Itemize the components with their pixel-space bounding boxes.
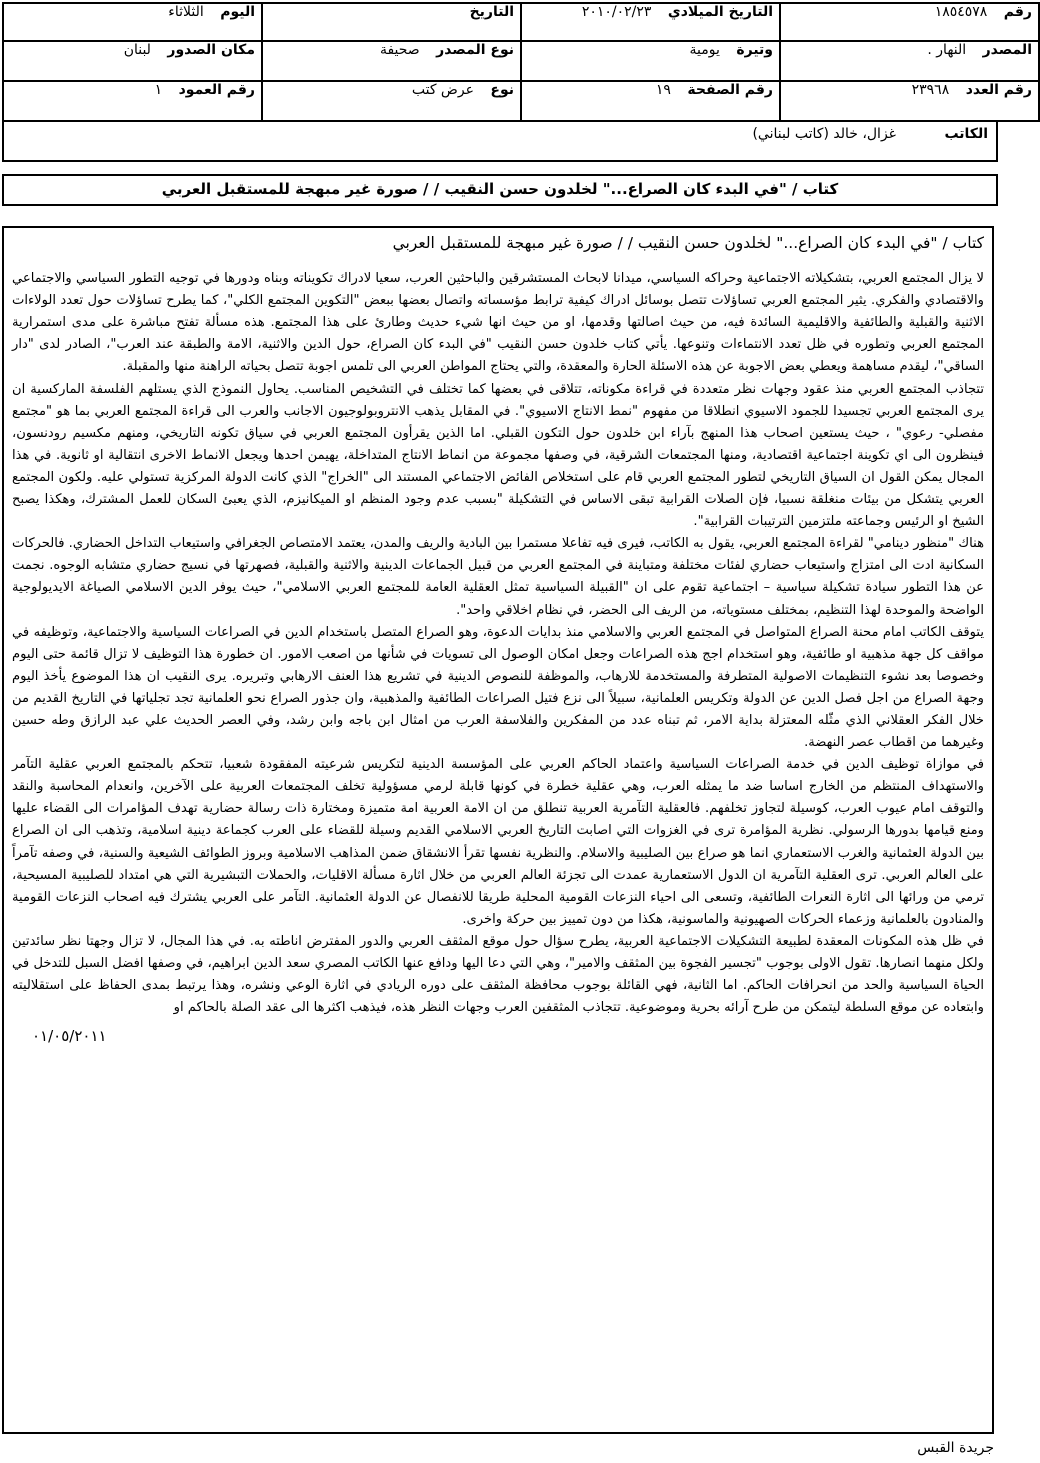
- meta-date: التاريخ: [262, 3, 521, 41]
- paragraph: في ظل هذه المكونات المعقدة لطبيعة التشكيلات الاجتماعية العربية، يطرح سؤال حول موقع المثقف العربي والدور المفترض اناطته به. في هذا المجال، لا تزال وجهتا نظر سائدتين ولكل منهما انصارها. تقول الاولى بوجوب "تجسير الفجوة بين المثقف والامير"، وهي التي دعا اليها ودافع عنها الكاتب المصري سعد الدين ابراهيم، في وصفها افضل السبل للتدخل في الحياة السياسية والحد من انحرافات الحاكم. اما الثانية، فهي القائلة بوجوب محافظة المثقف على دوره الريادي في اثارة الوعي ونشره، وهذا يرتبط بمدى الحفاظ على استقلاليته وابتعاده عن موقع السلطة ليتمكن من طرح آرائه بحرية وموضوعية. تتجاذب المثقفين العرب وجهات النظر هذه، فيذهب اكثرها الى عقد الصلة بالحاكم او: [12, 933, 984, 1016]
- meta-column: رقم العمود ١: [3, 81, 262, 121]
- meta-frequency: وتيرة يومية: [521, 41, 780, 81]
- paragraph: تتجاذب المجتمع العربي منذ عقود وجهات نظر متعددة في قراءة مكوناته، تتلاقى في بعضها كما تختلف في التشخيص المناسب. يحاول النموذج الذي يستلهم الفلسفة الماركسية ان يرى المجتمع العربي تجسيدا للجمود الاسيوي انطلاقا من مفهوم "نمط الانتاج الاسيوي". في المقابل يذهب الانتروبولوجيون الاجانب والعرب الى قراءة المجتمع العربي بما هو "مجتمع مفصلي- رعوي" ، حيث يستعين اصحاب هذا المنهج بآراء ابن خلدون حول التكون القبلي. اما الذين يقرأون المجتمع العربي في سياق تكونه التاريخي، ومنهم مكسيم رودنسون، فينظرون الى اي تكوينة اجتماعية اقتصادية، ومنها المجتمعات الشرقية، في وصفها مجموعة من انماط الانتاج المتداخلة، يهيمن احدها ويجعل الانماط الاخرى انتقالية او ثانوية. في هذا المجال يمكن القول ان السياق التاريخي لتطور المجتمع العربي قام على استخلاص الفائض الاجتماعي المستند الى "الخراج" الذي كانت الدولة المركزية تستولي عليه. ولكون المجتمع العربي يتشكل من بيئات منغلقة نسبيا، فإن الصلات القرابية تبقى الاساس في التشكيلة "بسبب عدم وجود المنظم او الميكانيزم، الذي يعبئ السكان للعمل المشترك، وهكذا يصبح الشيخ او الرئيس وجماعته ملتزمين الترتيبات القرابية".: [12, 381, 984, 530]
- meta-day: اليوم الثلاثاء: [3, 3, 262, 41]
- date-stamp: ٠١/٠٥/٢٠١١: [32, 1027, 107, 1046]
- meta-number: رقم ١٨٥٤٥٧٨: [780, 3, 1039, 41]
- author-value: غزال، خالد (كاتب لبناني): [752, 126, 896, 142]
- meta-place: مكان الصدور لبنان: [3, 41, 262, 81]
- author-box: [2, 120, 998, 162]
- paragraph: لا يزال المجتمع العربي، بتشكيلاته الاجتماعية وحراكه السياسي، ميدانا لابحاث المستشرقين والباحثين العرب، سعيا لادراك تكويناته وبناه ودورها في توجيه التطور السياسي والاجتماعي والاقتصادي والفكري. يثير المجتمع العربي تساؤلات تتصل بوسائل ادراك كيفية ترابط مؤسساته واتصال بعضها ببعض "التكوين المجتمع الكلي"، كما يطرح تساؤلات حول تعدد الولاءات الاثنية والقبلية والطائفية والاقليمية السائدة فيه، من حيث اصالتها وقدمها، او من حيث انها شيء حديث وطارئ على هذا المجتمع. هذه مسألة تفتح مباشرة على مدى استمرارية المجتمع العربي وتطوره في ظل تعدد الانتماءات وتنوعها. يأتي كتاب خلدون حسن النقيب "في البدء كان الصراع، حول الدين والاثنية، الامة والطبقة عند العرب"، الصادر لدى "دار الساقي"، ليقدم مساهمة ويعطي بعض الاجوبة عن هذه الاسئلة الحارة والمعقدة، والتي يحتاج المواطن العربي الى تلمس اجوبة تتصل بحياته الراهنة منها والمقبلة.: [12, 271, 984, 375]
- article-heading: كتاب / "في البدء كان الصراع..." لخلدون حسن النقيب / / صورة غير مبهجة للمستقبل العربي: [392, 234, 984, 252]
- article-body: [4, 228, 992, 1047]
- author-label: الكاتب: [944, 126, 988, 142]
- paragraph: هناك "منظور دينامي" لقراءة المجتمع العربي، يقول به الكاتب، فيرى فيه تفاعلا مستمرا بين البادية والريف والمدن، يعتمد الامتصاص الجغرافي واستيعاب التداخل الحضاري. فالحركات السكانية ادت الى امتزاج واستيعاب حضاري لفئات مختلفة ومتباينة في المجتمع العربي من قبيل الجماعات الدينية والاثنية والقبلية، فصهرتها في نسيج حضاري متشابه الوجوه. نجمت عن هذا التطور سيادة تشكيلة سياسية – اجتماعية تقوم على ان "القبيلة السياسية تمثل العقلية العامة للمجتمع العربي الاسلامي"، حيث يوفر الدين الاسلامي الصياغة الايديولوجية الواضحة والموحدة لهذا التنظيم، بمختلف مستوياته، من الريف الى الحضر، في نظام اخلاقي واحد".: [12, 536, 984, 618]
- meta-issue: رقم العدد ٢٣٩٦٨: [780, 81, 1039, 121]
- paragraph: يتوقف الكاتب امام محنة الصراع المتواصل في المجتمع العربي والاسلامي منذ بدايات الدعوة، وهو الصراع المتصل باستخدام الدين في الصراعات السياسية والاجتماعية، وتوظيفه في مواقف كل جهة مذهبية او طائفية، وهو استخدام اجج هذه الصراعات وجعل امكان الوصول الى تسويات في شأنها من اصعب الامور. ان خطورة هذا التوظيف لا تزال قائمة حتى اليوم وخصوصا بعد نشوء التنظيمات الاصولية المتطرفة والمستخدمة للارهاب، والموظفة للنصوص الدينية في تشريع هذا العنف الارهابي وتبريره. يرى النقيب ان هذا الموضوع يأخذ اليوم وجهة الصراع من اجل فصل الدين عن الدولة وتكريس العلمانية، سبيلاً الى نزع فتيل الصراعات الطائفية والمذهبية، وان جذور الصراع نحو العلمانية تجد تجلياتها في التاريخ القديم من خلال الفكر العقلاني الذي مثّله المعتزلة بداية الامر، ثم تبناه عدد من المفكرين والفلاسفة العرب من امثال ابن باجه وابن رشد، وفي العصر الحديث علي عبد الرازق وطه حسين وغيرهما من اقطاب عصر النهضة.: [12, 624, 984, 751]
- footer-source: جريدة القبس: [917, 1440, 994, 1456]
- meta-gregorian-date: التاريخ الميلادي ٢٠١٠/٠٢/٢٣: [521, 3, 780, 41]
- metadata-table: [2, 2, 1040, 122]
- paragraph: في موازاة توظيف الدين في خدمة الصراعات السياسية واعتماد الحاكم العربي على المؤسسة الدينية لتكريس شرعيته المفقودة شعبيا، تتحكم بالمجتمع العربي عقلية التآمر والاستهداف المنتظم من الخارج اساسا ضد ما يمثله العرب، وهي عقلية خطرة في كونها قابلة لرمي مسؤولية تخلف المجتمعات العربية على الآخرين، وانعدام المحاسبة والنقد والتوقف امام عيوب العرب، كوسيلة لتجاوز تخلفهم. فالعقلية التآمرية العربية تنطلق من ان الامة العربية امة متميزة ومختارة ذات رسالة حضارية تهدف المؤامرات الى القضاء عليها ومنع قيامها بدورها الرسولي. نظرية المؤامرة ترى في الغزوات التي اصابت التاريخ العربي الاسلامي القديم وسيلة للقضاء على العرب كجماعة دينية اسلامية، وتذهب الى ان الصراع بين الدولة العثمانية والغرب الاستعماري انما هو صراع بين الصليبية والاسلام. والنظرية نفسها تقرأ الانشقاق ضمن المذاهب الاسلامية وبروز الطوائف الشيعية والسنية، في وصفه تآمراً على العالم العربي. ترى العقلية التآمرية ان الدول الاستعمارية عمدت الى تجزئة العالم العربي من خلال اثارة مسألة الاقليات، والحملات التبشيرية التي هي امتداد للصليبية المسيحية، ترمي من ورائها الى اثارة النعرات الطائفية، وتسعى الى احياء النزعات القومية المحلية طريقا للانفصال عن الدولة العثمانية. التآمر على العربي يشترك فيه اصحاب النزعات القومية والمنادون بالعلمانية وزعماء الحركات الصهيونية والماسونية، هكذا من دون تمييز بين حركة واخرى.: [12, 757, 984, 927]
- meta-source-type: نوع المصدر صحيفة: [262, 41, 521, 81]
- article-title-box: كتاب / "في البدء كان الصراع..." لخلدون حسن النقيب / / صورة غير مبهجة للمستقبل العربي: [2, 174, 998, 206]
- meta-page: رقم الصفحة ١٩: [521, 81, 780, 121]
- article-box: [2, 226, 994, 1434]
- meta-type: نوع عرض كتب: [262, 81, 521, 121]
- meta-source: المصدر النهار .: [780, 41, 1039, 81]
